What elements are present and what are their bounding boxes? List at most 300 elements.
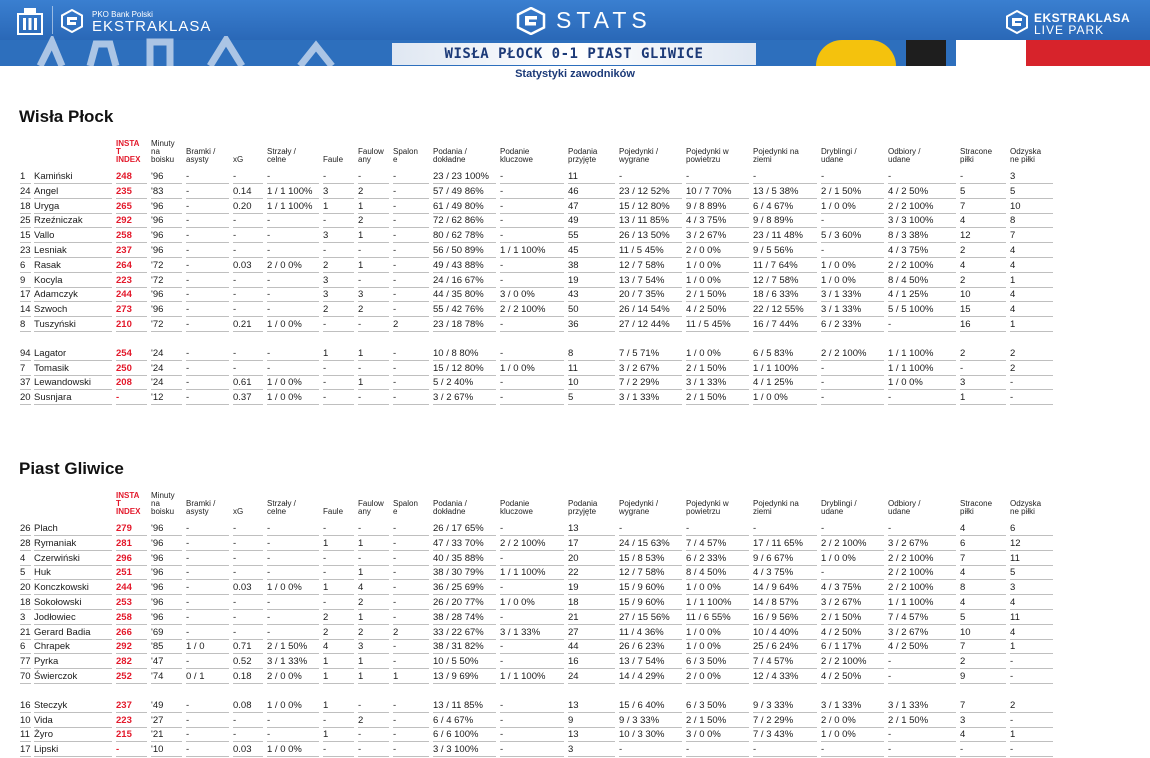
stat-cell: '74 xyxy=(151,671,164,682)
cell-underline xyxy=(20,404,31,405)
table-row[interactable] xyxy=(0,199,1150,214)
cell-underline xyxy=(116,683,147,684)
table-row[interactable] xyxy=(0,287,1150,302)
stat-cell: - xyxy=(500,392,504,404)
cell-underline xyxy=(393,404,429,405)
column-header-shots: Strzały / celne xyxy=(267,499,296,516)
stat-cell: - xyxy=(821,245,825,256)
stat-cell: 0.08 xyxy=(233,699,252,711)
stat-cell: - xyxy=(821,362,825,374)
stat-cell: - xyxy=(393,362,397,374)
stat-cell: - xyxy=(393,582,397,594)
player-number: 11 xyxy=(20,729,30,741)
stat-cell: 3 / 1 33% xyxy=(821,289,862,301)
stat-cell: 2 / 0 0% xyxy=(267,259,302,271)
stat-cell: 22 / 12 55% xyxy=(753,304,804,316)
cell-underline xyxy=(960,756,1006,757)
cell-underline xyxy=(1010,756,1053,757)
stat-cell: 10 / 5 50% xyxy=(433,656,479,668)
stat-cell: - xyxy=(186,215,190,227)
stat-cell: 3 / 1 33% xyxy=(500,626,541,638)
table-row[interactable] xyxy=(0,213,1150,228)
stat-cell: - xyxy=(500,185,504,197)
table-row[interactable] xyxy=(0,169,1150,184)
player-number: 16 xyxy=(20,699,31,711)
stat-cell: 16 / 7 44% xyxy=(753,319,799,330)
table-row[interactable] xyxy=(0,243,1150,258)
stat-cell: 11 xyxy=(1010,611,1020,623)
player-name: Żyro xyxy=(34,729,53,741)
cell-underline xyxy=(233,404,263,405)
stat-cell: 4 xyxy=(1010,626,1016,638)
player-name: Adamczyk xyxy=(34,289,78,301)
stat-cell: '96 xyxy=(151,304,164,316)
player-name: Lewandowski xyxy=(34,377,92,389)
player-name: Susnjara xyxy=(34,392,72,404)
stat-cell: 0.71 xyxy=(233,641,252,653)
column-header-fouled: Faulow any xyxy=(358,147,384,164)
stat-cell: 4 / 2 50% xyxy=(686,304,727,316)
stat-cell: 2 / 2 100% xyxy=(821,347,867,359)
stat-cell: 3 / 1 33% xyxy=(821,699,862,711)
player-name: Tomasik xyxy=(34,362,69,374)
player-number: 17 xyxy=(20,289,31,301)
table-row[interactable] xyxy=(0,580,1150,595)
column-header-goals: Bramki / asysty xyxy=(186,147,216,164)
stat-cell: 4 xyxy=(960,567,966,579)
stat-cell: 49 xyxy=(568,215,579,227)
stat-cell: 15 / 6 40% xyxy=(619,699,665,711)
stat-cell: 1 / 0 0% xyxy=(686,641,721,653)
stat-cell: 23 / 18 78% xyxy=(433,319,484,330)
player-number: 8 xyxy=(20,319,26,330)
stat-cell: 22 xyxy=(568,567,579,579)
stat-cell: - xyxy=(186,245,190,256)
stat-cell: 210 xyxy=(116,319,132,330)
cell-underline xyxy=(393,756,429,757)
cell-underline xyxy=(393,683,429,684)
player-name: Pyrka xyxy=(34,656,59,668)
stat-cell: 2 xyxy=(358,215,364,227)
stat-cell: 4 xyxy=(960,597,966,608)
column-header-passes: Podania / dokładne xyxy=(433,499,467,516)
stat-cell: - xyxy=(753,523,757,534)
stat-cell: 2 xyxy=(960,245,966,256)
column-header-air_duels: Pojedynki w powietrzu xyxy=(686,147,729,164)
stat-cell: - xyxy=(267,230,271,242)
stat-cell: 1 xyxy=(323,200,329,212)
stat-cell: 26 / 13 50% xyxy=(619,230,670,242)
pko-logo-icon[interactable] xyxy=(16,6,44,36)
cell-underline xyxy=(960,404,1006,405)
column-header-key_passes: Podanie kluczowe xyxy=(500,499,533,516)
stat-cell: - xyxy=(323,215,327,227)
table-row[interactable] xyxy=(0,669,1150,684)
team-block xyxy=(0,457,1150,757)
header-banner xyxy=(0,0,1150,66)
stat-cell: - xyxy=(233,611,237,623)
ekstraklasa-logo-icon[interactable] xyxy=(60,9,84,33)
stat-cell: - xyxy=(821,392,825,404)
stat-cell: 2 / 1 50% xyxy=(686,392,727,404)
stat-cell: - xyxy=(233,304,237,316)
stat-cell: 4 / 2 50% xyxy=(888,185,929,197)
player-number: 17 xyxy=(20,744,31,756)
player-name: Sokołowski xyxy=(34,597,82,608)
stat-cell: 7 / 4 57% xyxy=(686,537,727,549)
column-header-fouled: Faulow any xyxy=(358,499,384,516)
stat-cell: - xyxy=(753,171,757,182)
stat-cell: - xyxy=(267,347,271,359)
cell-underline xyxy=(568,404,615,405)
stat-cell: - xyxy=(393,641,397,653)
cell-underline xyxy=(323,756,354,757)
table-row[interactable] xyxy=(0,698,1150,713)
table-row[interactable] xyxy=(0,258,1150,273)
stat-cell: - xyxy=(686,171,690,182)
stat-cell: 244 xyxy=(116,582,132,594)
stat-cell: 223 xyxy=(116,274,132,286)
stat-cell: - xyxy=(186,523,190,534)
stat-cell: - xyxy=(821,377,825,389)
stat-cell: - xyxy=(186,392,190,404)
cell-underline xyxy=(686,404,749,405)
stat-cell: 7 / 2 29% xyxy=(619,377,660,389)
stat-cell: - xyxy=(186,744,190,756)
stat-cell: 15 / 12 80% xyxy=(433,362,484,374)
stat-cell: 1 / 0 0% xyxy=(267,319,302,330)
stat-cell: - xyxy=(186,347,190,359)
stat-cell: 56 / 50 89% xyxy=(433,245,484,256)
stat-cell: 1 xyxy=(1010,729,1016,741)
table-row[interactable] xyxy=(0,536,1150,551)
cell-underline xyxy=(433,756,496,757)
stat-cell: 1 / 1 100% xyxy=(267,185,313,197)
stat-cell: 6 / 2 33% xyxy=(686,552,727,564)
stat-cell: 3 xyxy=(323,274,329,286)
cell-underline xyxy=(753,683,817,684)
player-name: Steczyk xyxy=(34,699,68,711)
stat-cell: 0.61 xyxy=(233,377,252,389)
table-row[interactable] xyxy=(0,713,1150,728)
stat-cell: 8 xyxy=(1010,215,1016,227)
stat-cell: - xyxy=(267,714,271,726)
stadium-letters-graphic xyxy=(0,36,392,66)
cell-underline xyxy=(500,756,564,757)
stat-cell: 11 / 5 45% xyxy=(686,319,731,330)
stat-cell: 57 / 49 86% xyxy=(433,185,484,197)
stat-cell: 3 / 2 67% xyxy=(821,597,862,608)
cell-underline xyxy=(186,756,229,757)
cell-underline xyxy=(233,331,263,332)
player-number: 7 xyxy=(20,362,26,374)
stat-cell: - xyxy=(186,656,190,668)
stat-cell: 9 / 3 33% xyxy=(619,714,660,726)
stat-cell: '96 xyxy=(151,200,164,212)
stat-cell: 12 / 7 58% xyxy=(619,567,665,579)
cell-underline xyxy=(116,404,147,405)
stat-cell: - xyxy=(686,744,690,756)
stat-cell: 248 xyxy=(116,171,132,182)
stat-cell: '27 xyxy=(151,714,164,726)
match-title: WISŁA PŁOCK 0-1 PIAST GLIWICE xyxy=(444,46,704,62)
stat-cell: 13 / 7 54% xyxy=(619,274,665,286)
stat-cell: 36 xyxy=(568,319,579,330)
stat-cell: 38 / 28 74% xyxy=(433,611,484,623)
stat-cell: 2 / 0 0% xyxy=(267,671,302,682)
stat-cell: 1 / 0 0% xyxy=(267,699,302,711)
table-row[interactable] xyxy=(0,317,1150,332)
table-row[interactable] xyxy=(0,742,1150,757)
stat-cell: 0.03 xyxy=(233,582,252,594)
table-row[interactable] xyxy=(0,625,1150,640)
stat-cell: 1 / 0 0% xyxy=(500,597,535,608)
livepark-logo-icon[interactable] xyxy=(1005,10,1029,34)
player-number: 20 xyxy=(20,392,31,404)
stat-cell: 6 / 4 67% xyxy=(433,714,474,726)
player-number: 6 xyxy=(20,641,26,653)
stat-cell: '96 xyxy=(151,523,164,534)
table-row[interactable] xyxy=(0,346,1150,361)
column-header-index: INSTA T INDEX xyxy=(116,139,141,164)
column-header-duels: Pojedynki / wygrane xyxy=(619,499,659,516)
stat-cell: - xyxy=(821,744,825,756)
stat-cell: 4 xyxy=(323,641,329,653)
stat-cell: 1 / 1 100% xyxy=(686,597,732,608)
cell-underline xyxy=(20,331,31,332)
stat-cell: - xyxy=(821,523,825,534)
stat-cell: - xyxy=(358,362,362,374)
cell-underline xyxy=(233,683,263,684)
stat-cell: - xyxy=(619,171,623,182)
player-name: Lesniak xyxy=(34,245,67,256)
stat-cell: 2 xyxy=(1010,347,1016,359)
stat-cell: 49 / 43 88% xyxy=(433,259,484,271)
cell-underline xyxy=(500,404,564,405)
stat-cell: - xyxy=(358,274,362,286)
cell-underline xyxy=(267,404,319,405)
stat-cell: - xyxy=(393,699,397,711)
stat-cell: 0.03 xyxy=(233,259,252,271)
table-row[interactable] xyxy=(0,639,1150,654)
table-row[interactable] xyxy=(0,727,1150,742)
player-number: 9 xyxy=(20,274,26,286)
stat-cell: - xyxy=(186,319,190,330)
table-row[interactable] xyxy=(0,184,1150,199)
stat-cell: - xyxy=(888,392,892,404)
stat-cell: - xyxy=(393,245,397,256)
cell-underline xyxy=(821,331,884,332)
stat-cell: 13 xyxy=(568,699,579,711)
stat-cell: 4 / 2 50% xyxy=(821,626,862,638)
stat-cell: 80 / 62 78% xyxy=(433,230,484,242)
stat-cell: 1 xyxy=(393,671,399,682)
stat-cell: - xyxy=(116,744,120,756)
cell-underline xyxy=(568,331,615,332)
cell-underline xyxy=(888,683,956,684)
stat-cell: 1 xyxy=(1010,319,1016,330)
stat-cell: 47 / 33 70% xyxy=(433,537,484,549)
livepark-brand: EKSTRAKLASA xyxy=(1034,11,1131,25)
table-row[interactable] xyxy=(0,521,1150,536)
stat-cell: - xyxy=(267,597,271,608)
stat-cell: - xyxy=(500,347,504,359)
stat-cell: 3 / 1 33% xyxy=(888,699,929,711)
table-row[interactable] xyxy=(0,273,1150,288)
table-row[interactable] xyxy=(0,390,1150,405)
player-number: 77 xyxy=(20,656,31,668)
stat-cell: 258 xyxy=(116,230,132,242)
stat-cell: - xyxy=(821,215,825,227)
stat-cell: - xyxy=(500,319,504,330)
stat-cell: - xyxy=(116,392,120,404)
stat-cell: - xyxy=(267,552,271,564)
cell-underline xyxy=(323,404,354,405)
stat-cell: 1 xyxy=(358,377,364,389)
column-header-fouls: Faule xyxy=(323,155,344,164)
stat-cell: 237 xyxy=(116,699,132,711)
table-row[interactable] xyxy=(0,595,1150,610)
stat-cell: - xyxy=(500,523,504,534)
stat-cell: 26 / 14 54% xyxy=(619,304,670,316)
column-header-minutes: Minuty na boisku xyxy=(151,491,175,516)
stat-cell: 2 / 1 50% xyxy=(686,714,727,726)
player-number: 21 xyxy=(20,626,31,638)
stat-cell: 7 xyxy=(960,200,966,212)
stat-cell: 7 xyxy=(1010,230,1016,242)
column-header-tackles: Odbiory / udane xyxy=(888,147,921,164)
stat-cell: - xyxy=(323,245,327,256)
stat-cell: 2 xyxy=(323,259,329,271)
stat-cell: 7 / 5 71% xyxy=(619,347,660,359)
stat-cell: - xyxy=(186,304,190,316)
stat-cell: - xyxy=(393,259,397,271)
column-header-duels: Pojedynki / wygrane xyxy=(619,147,659,164)
stat-cell: - xyxy=(233,171,237,182)
table-row[interactable] xyxy=(0,551,1150,566)
stat-cell: - xyxy=(821,567,825,579)
stat-cell: 26 / 20 77% xyxy=(433,597,484,608)
stat-cell: 1 xyxy=(358,259,364,271)
stat-cell: 3 xyxy=(1010,582,1016,594)
stat-cell: - xyxy=(1010,671,1014,682)
stat-cell: 1 / 1 100% xyxy=(753,362,799,374)
cell-underline xyxy=(186,683,229,684)
team-name: Wisła Płock xyxy=(19,107,114,126)
stat-cell: '96 xyxy=(151,537,164,549)
table-row[interactable] xyxy=(0,302,1150,317)
cell-underline xyxy=(500,331,564,332)
stats-logo-icon xyxy=(516,7,546,35)
column-header-shots: Strzały / celne xyxy=(267,147,296,164)
stat-cell: 16 / 9 56% xyxy=(753,611,799,623)
stat-cell: '12 xyxy=(151,392,164,404)
table-row[interactable] xyxy=(0,565,1150,580)
stat-cell: 1 xyxy=(323,656,329,668)
stat-cell: - xyxy=(500,656,504,668)
cell-underline xyxy=(358,683,389,684)
column-header-lost: Stracone piłki xyxy=(960,147,993,164)
stat-cell: 2 xyxy=(323,626,329,638)
stat-cell: - xyxy=(393,377,397,389)
player-number: 26 xyxy=(20,523,31,534)
stat-cell: - xyxy=(267,274,271,286)
player-number: 1 xyxy=(20,171,26,182)
stat-cell: - xyxy=(233,537,237,549)
column-header-offside: Spalon e xyxy=(393,147,418,164)
stat-cell: - xyxy=(186,567,190,579)
column-header-key_passes: Podanie kluczowe xyxy=(500,147,533,164)
stat-cell: - xyxy=(393,597,397,608)
stat-cell: 9 / 6 67% xyxy=(753,552,794,564)
stat-cell: 3 xyxy=(960,377,966,389)
table-row[interactable] xyxy=(0,375,1150,390)
stat-cell: - xyxy=(358,744,362,756)
stat-cell: 2 xyxy=(358,304,364,316)
stat-cell: 1 xyxy=(358,671,364,682)
stat-cell: - xyxy=(393,656,397,668)
cell-underline xyxy=(686,683,749,684)
stat-cell: 8 / 4 50% xyxy=(888,274,929,286)
stat-cell: 11 xyxy=(1010,552,1020,564)
stat-cell: 13 / 11 85% xyxy=(619,215,670,227)
stat-cell: 4 xyxy=(1010,304,1016,316)
stat-cell: 2 xyxy=(323,611,329,623)
stat-cell: 15 / 9 60% xyxy=(619,582,665,594)
cell-underline xyxy=(34,756,112,757)
stat-cell: 21 xyxy=(568,611,579,623)
stat-cell: 5 / 2 40% xyxy=(433,377,474,389)
stat-cell: - xyxy=(323,319,327,330)
stat-cell: 4 / 3 75% xyxy=(821,582,862,594)
stat-cell: 9 / 3 33% xyxy=(753,699,794,711)
stat-cell: 5 / 3 60% xyxy=(821,230,862,242)
stat-cell: 2 / 2 100% xyxy=(888,582,934,594)
livepark-label: LIVE PARK xyxy=(1034,23,1105,37)
stat-cell: - xyxy=(233,230,237,242)
column-header-recovered: Odzyska ne piłki xyxy=(1010,147,1042,164)
stat-cell: - xyxy=(233,597,237,608)
table-row[interactable] xyxy=(0,361,1150,376)
table-row[interactable] xyxy=(0,610,1150,625)
stat-cell: 1 / 0 0% xyxy=(888,377,923,389)
column-header-air_duels: Pojedynki w powietrzu xyxy=(686,499,729,516)
cell-underline xyxy=(358,404,389,405)
stat-cell: 2 xyxy=(960,274,966,286)
stat-cell: 4 xyxy=(960,523,966,534)
stat-cell: 16 xyxy=(960,319,971,330)
stat-cell: 4 / 3 75% xyxy=(686,215,727,227)
table-row[interactable] xyxy=(0,228,1150,243)
stat-cell: - xyxy=(393,200,397,212)
table-row[interactable] xyxy=(0,654,1150,669)
stat-cell: - xyxy=(323,377,327,389)
stat-cell: '24 xyxy=(151,362,164,374)
stat-cell: - xyxy=(619,523,623,534)
player-number: 18 xyxy=(20,200,31,212)
stat-cell: 10 / 7 70% xyxy=(686,185,732,197)
stat-cell: - xyxy=(233,626,237,638)
stat-cell: 8 xyxy=(960,582,966,594)
stat-cell: - xyxy=(393,392,397,404)
stat-cell: 13 / 9 69% xyxy=(433,671,479,682)
stat-cell: 44 xyxy=(568,641,579,653)
stat-cell: 1 / 0 0% xyxy=(686,347,721,359)
stat-cell: 5 / 5 100% xyxy=(888,304,934,316)
stat-cell: - xyxy=(960,171,964,182)
stat-cell: 2 / 2 100% xyxy=(821,656,867,668)
stat-cell: - xyxy=(323,597,327,608)
